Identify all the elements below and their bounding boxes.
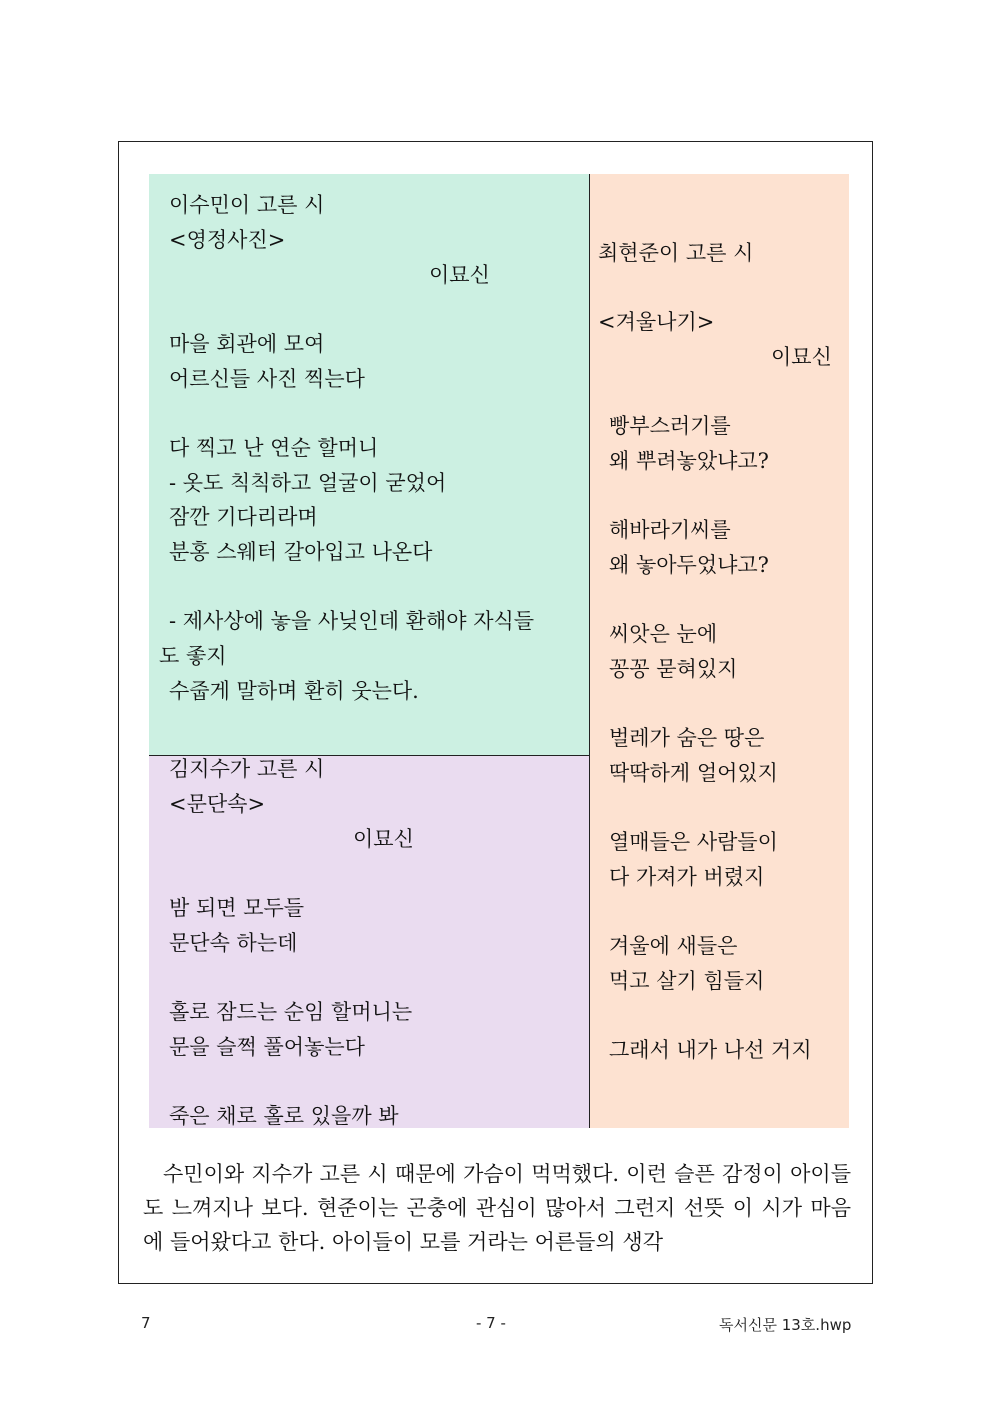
poem-title-line: 최현준이 고른 시 — [598, 241, 754, 265]
poem-author: 이묘신 — [353, 827, 414, 851]
poem-line: 죽은 채로 홀로 있을까 봐 — [169, 1104, 399, 1128]
poem-line: 홀로 잠드는 순임 할머니는 — [169, 1000, 413, 1024]
poem-line: 분홍 스웨터 갈아입고 나온다 — [169, 540, 433, 564]
poem-line: 꽁꽁 묻혀있지 — [609, 657, 738, 681]
poem-line: 어르신들 사진 찍는다 — [169, 367, 365, 391]
poem-line: 밤 되면 모두들 — [169, 896, 305, 920]
poem-line: 문단속 하는데 — [169, 931, 298, 955]
poem-title-line: 김지수가 고른 시 — [169, 757, 325, 781]
poem-line: 빵부스러기를 — [609, 414, 731, 438]
poem-line: 잠깐 기다리라며 — [169, 505, 318, 529]
poem-author: 이묘신 — [771, 345, 832, 369]
poem-line: 다 가져가 버렸지 — [609, 865, 765, 889]
poem-line: 왜 놓아두었냐고? — [609, 553, 769, 577]
poem-line: 딱딱하게 얼어있지 — [609, 761, 778, 785]
poem-line: 벌레가 숨은 땅은 — [609, 726, 765, 750]
footer-page-left: 7 — [141, 1314, 151, 1332]
poem-title: <영정사진> — [169, 228, 286, 252]
poem-line: - 옷도 칙칙하고 얼굴이 굳었어 — [169, 471, 447, 495]
page-frame — [118, 141, 873, 1284]
poem-line: 마을 회관에 모여 — [169, 332, 325, 356]
footer-filename: 독서신문 13호.hwp — [719, 1316, 852, 1334]
poem-line: 겨울에 새들은 — [609, 934, 738, 958]
poem-line: 그래서 내가 나선 거지 — [609, 1038, 812, 1062]
poem-line: 먹고 살기 힘들지 — [609, 969, 765, 993]
poem-line: 다 찍고 난 연순 할머니 — [169, 436, 379, 460]
poem-line: 수줍게 말하며 환히 웃는다. — [169, 679, 419, 703]
poem-line: 왜 뿌려놓았냐고? — [609, 449, 769, 473]
poem-box-youngjeong — [149, 174, 589, 756]
poem-author: 이묘신 — [429, 263, 490, 287]
poem-box-gyeoulnagi — [589, 174, 849, 1128]
body-paragraph: 수민이와 지수가 고른 시 때문에 가슴이 먹먹했다. 이런 슬픈 감정이 아이들도 느껴지나 보다. 현준이는 곤충에 관심이 많아서 그런지 선뜻 이 시가 마음에 들어왔다고 한다. 아이들이 모를 거라는 어른들의 생각 — [143, 1162, 851, 1254]
poem-line: 도 좋지 — [159, 644, 227, 668]
poem-title: <문단속> — [169, 792, 266, 816]
footer-page-center: - 7 - — [476, 1314, 506, 1332]
poem-line: 문을 슬쩍 풀어놓는다 — [169, 1035, 365, 1059]
poem-line: 씨앗은 눈에 — [609, 622, 718, 646]
poem-title-line: 이수민이 고른 시 — [169, 193, 325, 217]
poem-line: - 제사상에 놓을 사닞인데 환해야 자식들 — [169, 609, 535, 633]
poem-title: <겨울나기> — [598, 310, 715, 334]
poem-line: 해바라기씨를 — [609, 518, 731, 542]
poem-box-mundansok — [149, 756, 589, 1128]
poem-line: 열매들은 사람들이 — [609, 830, 778, 854]
